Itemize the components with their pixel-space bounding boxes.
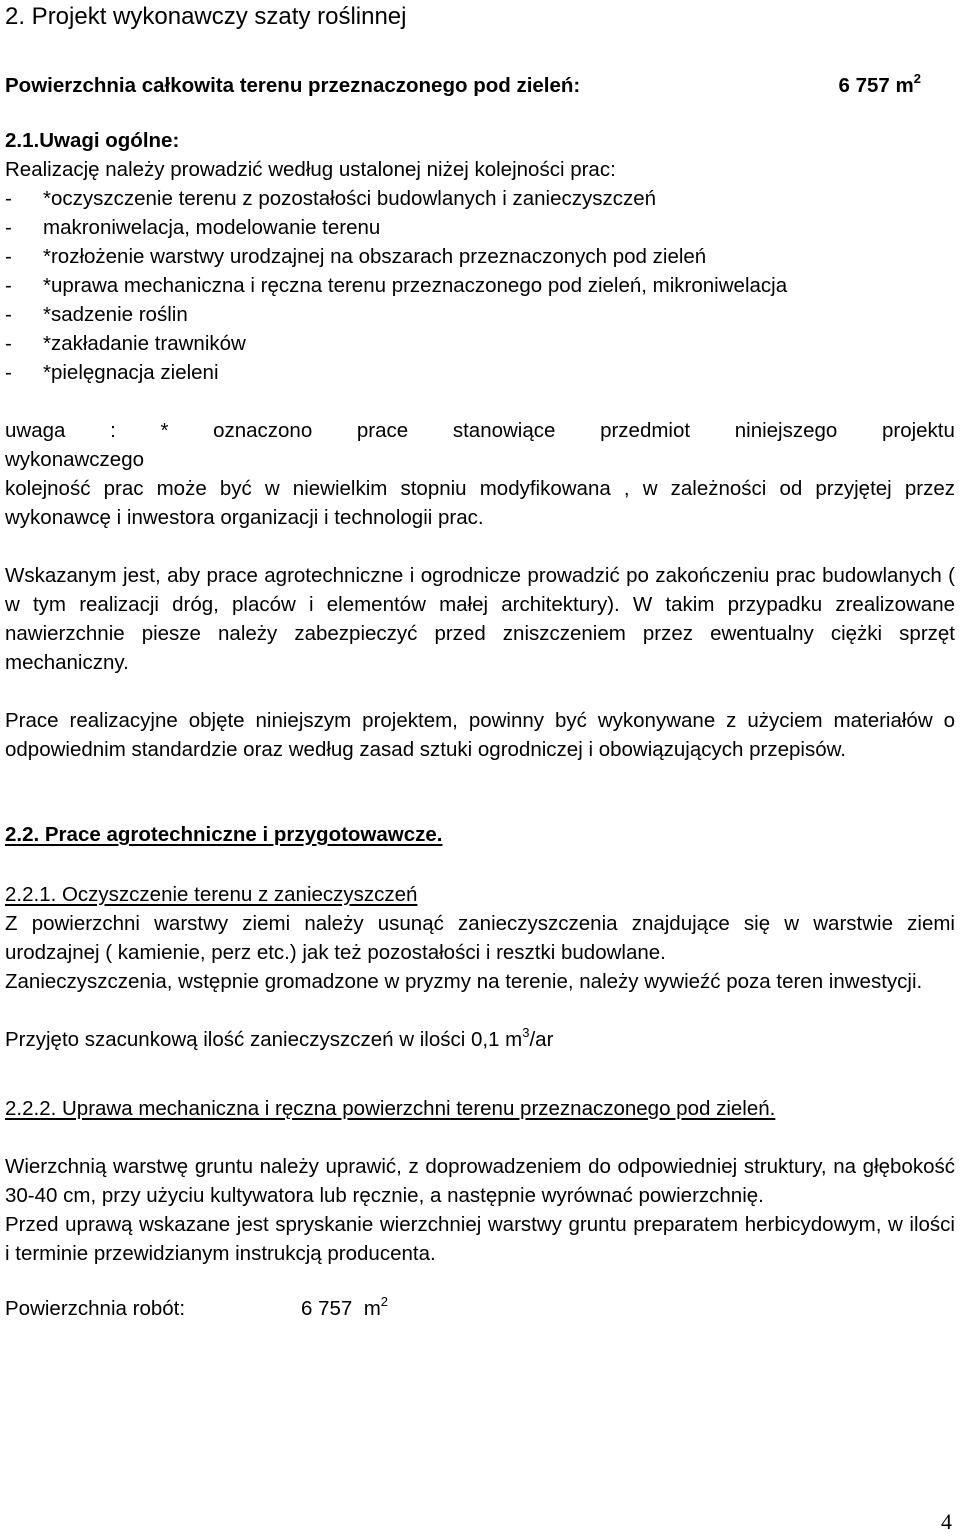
list-item <box>5 329 955 358</box>
section-222-paragraph-1: Wierzchnią warstwę gruntu należy uprawić, z doprowadzeniem do odpowiedniej struktury, na głębokość 30-40 cm, przy użyciu kultywatora lub ręcznie, a następnie wyrównać powierzchnię. <box>5 1155 955 1207</box>
total-area-value-wrap <box>839 71 921 100</box>
list-dash: - <box>5 303 12 326</box>
work-area-label: Powierzchnia robót: <box>5 1297 186 1320</box>
note-word: uwaga <box>5 419 66 442</box>
note-word: * <box>160 419 169 442</box>
note-word: projektu <box>881 419 955 442</box>
list-item-text: *sadzenie roślin <box>43 303 188 326</box>
estimate-text: Przyjęto szacunkową ilość zanieczyszczeń w ilości 0,1 m <box>5 1028 523 1051</box>
section-221-title: 2.2.1. Oczyszczenie terenu z zanieczyszczeń <box>5 883 418 906</box>
list-dash: - <box>5 245 12 268</box>
list-item <box>5 271 955 300</box>
note-block <box>5 416 955 532</box>
note-word: stanowiące <box>452 419 556 442</box>
general-intro: Realizację należy prowadzić według ustalonej niżej kolejności prac: <box>5 158 616 181</box>
list-dash: - <box>5 361 12 384</box>
total-area-label: Powierzchnia całkowita terenu przeznaczonego pod zieleń: <box>5 74 581 97</box>
note-word: oznaczono <box>213 419 313 442</box>
list-item-text: *oczyszczenie terenu z pozostałości budowlanych i zanieczyszczeń <box>43 187 657 210</box>
list-item-text: *rozłożenie warstwy urodzajnej na obszarach przeznaczonych pod zieleń <box>43 245 707 268</box>
section-221-paragraph-1: Z powierzchni warstwy ziemi należy usunąć zanieczyszczenia znajdujące się w warstwie ziemi urodzajnej ( kamienie, perz etc.) jak też pozostałości i resztki budowlane. <box>5 912 955 964</box>
page-number: 4 <box>941 1509 952 1534</box>
list-item-text: makroniwelacja, modelowanie terenu <box>43 216 381 239</box>
list-dash: - <box>5 187 12 210</box>
estimate-sup: 3 <box>522 1025 530 1041</box>
note-word: niniejszego <box>734 419 838 442</box>
section-222-paragraph-2: Przed uprawą wskazane jest spryskanie wierzchniej warstwy gruntu preparatem herbicydowym, w ilości i terminie przewidzianym instrukcją producenta. <box>5 1213 955 1265</box>
section-221-paragraph-2: Zanieczyszczenia, wstępnie gromadzone w pryzmy na terenie, należy wywieźć poza teren inwestycji. <box>5 970 923 993</box>
total-area-value: 6 757 m <box>838 74 914 97</box>
work-area-value: 6 757 m <box>301 1297 381 1320</box>
document-heading: 2. Projekt wykonawczy szaty roślinnej <box>5 3 407 30</box>
note-word: : <box>110 419 116 442</box>
section-222-title: 2.2.2. Uprawa mechaniczna i ręczna powierzchni terenu przeznaczonego pod zieleń. <box>5 1097 776 1120</box>
list-dash: - <box>5 216 12 239</box>
list-item-text: *zakładanie trawników <box>43 332 246 355</box>
note-continuation: wykonawczego <box>5 448 145 471</box>
section-22-title: 2.2. Prace agrotechniczne i przygotowawcze. <box>5 823 443 846</box>
list-item <box>5 184 955 213</box>
work-area-line <box>5 1294 955 1323</box>
note-word: przedmiot <box>600 419 691 442</box>
estimate-unit: /ar <box>529 1028 554 1051</box>
work-area-value-wrap <box>301 1294 388 1323</box>
list-dash: - <box>5 274 12 297</box>
list-item-text: *uprawa mechaniczna i ręczna terenu przeznaczonego pod zieleń, mikroniwelacja <box>43 274 788 297</box>
work-area-sup: 2 <box>380 1294 389 1310</box>
standards-paragraph: Prace realizacyjne objęte niniejszym projektem, powinny być wykonywane z użyciem materiałów o odpowiednim standardzie oraz według zasad sztuki ogrodniczej i obowiązujących przepisów. <box>5 709 955 761</box>
note-word: prace <box>356 419 409 442</box>
list-item <box>5 213 955 242</box>
general-notes-title: 2.1.Uwagi ogólne: <box>5 129 180 152</box>
work-order-list <box>5 184 955 387</box>
list-item <box>5 242 955 271</box>
estimate-line <box>5 1025 955 1054</box>
note-paragraph: kolejność prac może być w niewielkim stopniu modyfikowana , w zależności od przyjętej przez wykonawcę i inwestora organizacji i technologii prac. <box>5 477 955 529</box>
list-item <box>5 300 955 329</box>
total-area-sup: 2 <box>913 71 921 87</box>
list-item-text: *pielęgnacja zieleni <box>43 361 219 384</box>
total-area-line <box>5 71 921 100</box>
timing-paragraph: Wskazanym jest, aby prace agrotechniczne i ogrodnicze prowadzić po zakończeniu prac budowlanych ( w tym realizacji dróg, placów i elementów małej architektury). W takim przypadku zrealizowane nawierzchnie piesze należy zabezpieczyć przed zniszczeniem przez ewentualny ciężki sprzęt mechaniczny. <box>5 564 955 674</box>
list-item <box>5 358 955 387</box>
list-dash: - <box>5 332 12 355</box>
note-line <box>5 416 955 445</box>
document-page <box>5 0 955 1323</box>
